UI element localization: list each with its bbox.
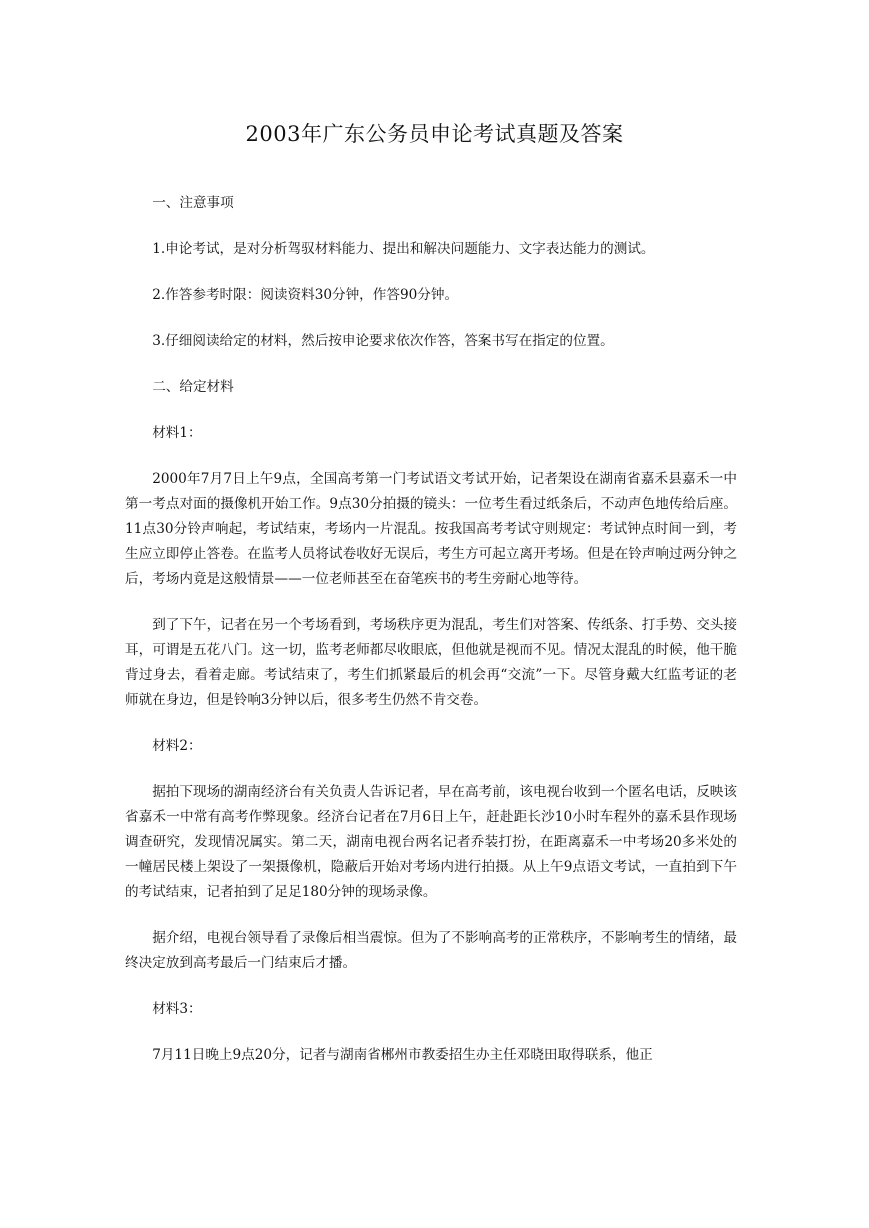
document-title: 2003年广东公务员申论考试真题及答案 — [245, 122, 624, 146]
material-2-heading: 材料2： — [152, 738, 202, 754]
note-item-3: 3.仔细阅读给定的材料，然后按申论要求依次作答，答案书写在指定的位置。 — [152, 333, 614, 349]
material-1-heading: 材料1： — [152, 425, 202, 441]
document-body — [125, 191, 737, 1068]
material-1-paragraph-2: 到了下午，记者在另一个考场看到，考场秩序更为混乱，考生们对答案、传纸条、打手势、交头接耳，可谓是五花八门。这一切，监考老师都尽收眼底，但他就是视而不见。情况太混乱的时候，他干脆背过身去，看着走廊。考试结束了，考生们抓紧最后的机会再“交流”一下。尽管身戴大红监考证的老师就在身边，但是铃响3分钟以后，很多考生仍然不肯交卷。 — [125, 617, 737, 708]
section-heading-materials: 二、给定材料 — [152, 379, 234, 395]
material-1-paragraph-1: 2000年7月7日上午9点，全国高考第一门考试语文考试开始，记者架设在湖南省嘉禾县嘉禾一中第一考点对面的摄像机开始工作。9点30分拍摄的镜头：一位考生看过纸条后，不动声色地传给后座。11点30分铃声响起，考试结束，考场内一片混乱。按我国高考考试守则规定：考试钟点时间一到，考生应立即停止答卷。在监考人员将试卷收好无误后，考生方可起立离开考场。但是在铃声响过两分钟之后，考场内竟是这般情景——一位老师甚至在奋笔疾书的考生旁耐心地等待。 — [125, 471, 737, 587]
note-item-1: 1.申论考试，是对分析驾驭材料能力、提出和解决问题能力、文字表达能力的测试。 — [152, 241, 655, 257]
note-item-2: 2.作答参考时限：阅读资料30分钟，作答90分钟。 — [152, 287, 459, 303]
material-2-paragraph-2: 据介绍，电视台领导看了录像后相当震惊。但为了不影响高考的正常秩序，不影响考生的情绪，最终决定放到高考最后一门结束后才播。 — [125, 930, 737, 971]
material-2-paragraph-1: 据拍下现场的湖南经济台有关负责人告诉记者，早在高考前，该电视台收到一个匿名电话，反映该省嘉禾一中常有高考作弊现象。经济台记者在7月6日上午，赶赴距长沙10小时车程外的嘉禾县作现场调查研究，发现情况属实。第二天，湖南电视台两名记者乔装打扮，在距离嘉禾一中考场20多米处的一幢居民楼上架设了一架摄像机，隐蔽后开始对考场内进行拍摄。从上午9点语文考试，一直拍到下午的考试结束，记者拍到了足足180分钟的现场录像。 — [125, 784, 737, 900]
material-3-heading: 材料3： — [152, 1001, 202, 1017]
section-heading-notes: 一、注意事项 — [152, 195, 234, 211]
material-3-paragraph-1: 7月11日晚上9点20分，记者与湖南省郴州市教委招生办主任邓晓田取得联系，他正 — [152, 1047, 653, 1063]
